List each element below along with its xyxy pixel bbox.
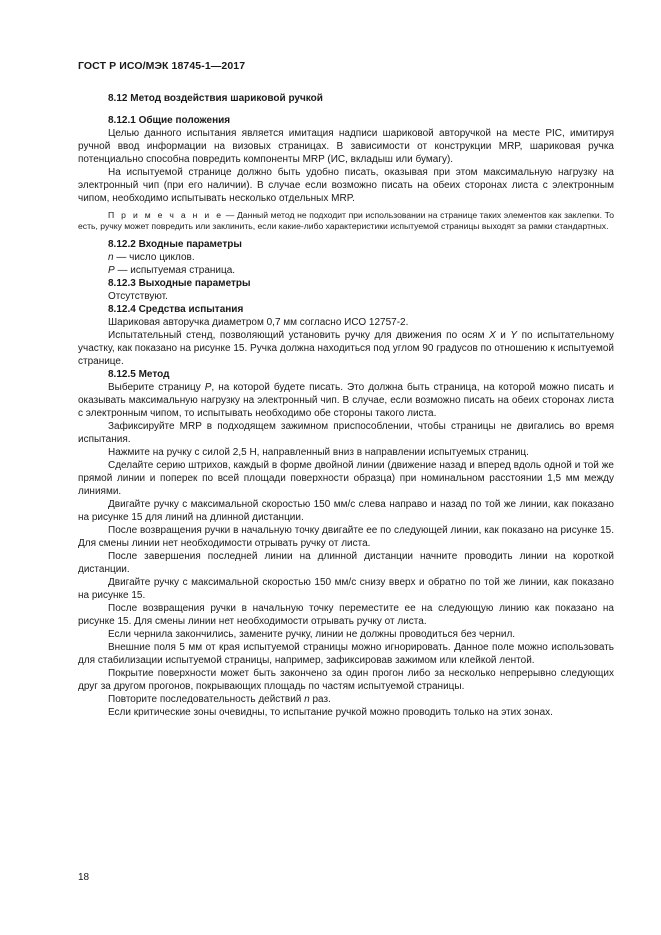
general-paragraph-1: Целью данного испытания является имитация надписи шариковой авторучкой на месте PIC, имитируя ручной ввод информации на визовых страницах. В зависимости от конструкции MRP, шариковая ручка потенциально способна повредить компоненты MRP (ИС, вкладыш или бумагу).	[78, 128, 614, 165]
input-heading: 8.12.2 Входные параметры	[108, 239, 242, 250]
section-title: 8.12 Метод воздействия шариковой ручкой	[108, 93, 323, 104]
method-paragraph-11: Внешние поля 5 мм от края испытуемой страницы можно игнорировать. Данное поле можно использовать для стабилизации испытуемой страницы, например, зафиксировав зажимом или клейкой лентой.	[78, 642, 614, 666]
tools-paragraph-2: Испытательный стенд, позволяющий установить ручку для движения по осям X и Y по испытательному участку, как показано на рисунке 15. Ручка должна находиться под углом 90 градусов по отношению к испытуемой странице.	[78, 330, 614, 367]
method-heading: 8.12.5 Метод	[108, 369, 170, 380]
note-paragraph	[78, 210, 614, 232]
note-label: П р и м е ч а н и е	[108, 210, 224, 220]
note-text: — Данный метод не подходит при использовании на странице таких элементов как заклепки. То есть, ручку может повредить или заклинить, если какие-либо характеристики испытуемой страницы выходят за рамки стандартных.	[78, 210, 614, 231]
page-body	[78, 92, 614, 719]
axis-y-symbol: Y	[510, 330, 518, 341]
symbol-n: n	[108, 252, 114, 263]
method-paragraph-6: После возвращения ручки в начальную точку двигайте ее по следующей линии, как показано на рисунке 15. Для смены линии нет необходимости отрывать ручку от листа.	[78, 525, 614, 549]
axis-x-symbol: X	[489, 330, 496, 341]
method-paragraph-1: Выберите страницу P, на которой будете писать. Это должна быть страница, на которой можно писать и оказывать максимальную нагрузку на электронный чип. В случае, если возможно писать на обеих сторонах листа с электронным чипом, то испытывать необходимо обе стороны такого листа.	[78, 382, 614, 419]
method-paragraph-12: Покрытие поверхности может быть закончено за один прогон либо за несколько непрерывно следующих друг за другом прогонов, покрывающих площадь по частям испытуемой страницы.	[78, 668, 614, 692]
output-heading: 8.12.3 Выходные параметры	[108, 278, 251, 289]
method-paragraph-13: Повторите последовательность действий n раз.	[108, 694, 331, 705]
general-paragraph-2: На испытуемой странице должно быть удобно писать, оказывая при этом максимальную нагрузку на электронный чип (при его наличии). В случае если возможно писать на обеих сторонах листа с электронным чипом, необходимо испытывать несколько отдельных MRP.	[78, 167, 614, 204]
method-paragraph-3: Нажмите на ручку с силой 2,5 Н, направленный вниз в направлении испытуемых страниц.	[108, 447, 529, 458]
method-paragraph-5: Двигайте ручку с максимальной скоростью 150 мм/с слева направо и назад по той же линии, как показано на рисунке 15 для линий на длинной дистанции.	[78, 499, 614, 523]
general-heading: 8.12.1 Общие положения	[108, 115, 231, 126]
symbol-p: P	[204, 382, 212, 393]
method-paragraph-9: После возвращения ручки в начальную точку переместите ее на следующую линию как показано на рисунке 15. Для смены линии нет необходимости отрывать ручку от листа.	[78, 603, 614, 627]
method-paragraph-2: Зафиксируйте MRP в подходящем зажимном приспособлении, чтобы страницы не двигались во время испытания.	[78, 421, 614, 445]
tools-heading: 8.12.4 Средства испытания	[108, 304, 244, 315]
tools-paragraph-1: Шариковая авторучка диаметром 0,7 мм согласно ИСО 12757-2.	[108, 317, 409, 328]
page-number: 18	[78, 872, 90, 883]
input-n-line: n — число циклов.	[108, 252, 195, 263]
method-paragraph-7: После завершения последней линии на длинной дистанции начните проводить линии на короткой дистанции.	[78, 551, 614, 575]
input-p-line: P — испытуемая страница.	[108, 265, 236, 276]
symbol-n: n	[304, 694, 310, 705]
method-paragraph-4: Сделайте серию штрихов, каждый в форме двойной линии (движение назад и вперед вдоль одной и той же прямой линии и поперек по всей площади поверхности образца) при номинальном расстоянии 1,5 мм между линиями.	[78, 460, 614, 497]
output-text: Отсутствуют.	[108, 291, 168, 302]
method-paragraph-10: Если чернила закончились, замените ручку, линии не должны проводиться без чернил.	[108, 629, 516, 640]
symbol-p: P	[108, 265, 115, 276]
document-header: ГОСТ Р ИСО/МЭК 18745-1—2017	[78, 60, 246, 72]
method-paragraph-8: Двигайте ручку с максимальной скоростью 150 мм/с снизу вверх и обратно по той же линии, как показано на рисунке 15.	[78, 577, 614, 601]
method-paragraph-14: Если критические зоны очевидны, то испытание ручкой можно проводить только на этих зонах.	[108, 707, 553, 718]
